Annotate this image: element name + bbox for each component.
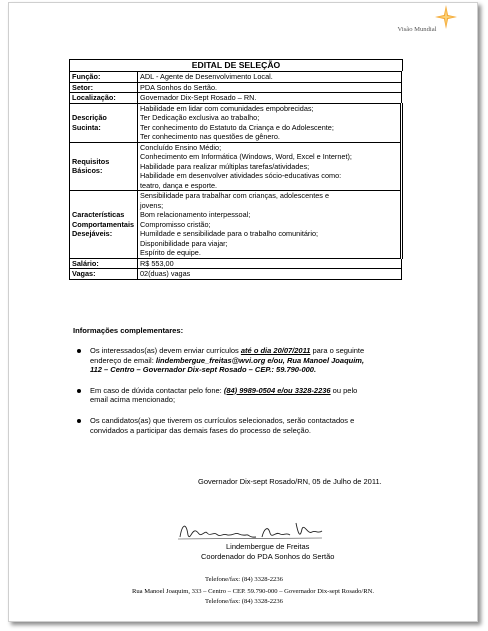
logo-text: Visão Mundial (397, 26, 437, 33)
caracteristicas-line: Espírito de equipe. (140, 248, 201, 257)
caracteristicas-label (70, 191, 138, 259)
signatory-role: Coordenador do PDA Sonhos do Sertão (201, 552, 335, 561)
caracteristicas-line: Compromisso cristão; (140, 219, 211, 229)
requisitos-line: teatro, dança e esporte. (140, 180, 218, 190)
bullet-icon (77, 419, 81, 423)
edital-table (69, 71, 403, 280)
text: para o seguinte (310, 346, 365, 355)
footer-phone: Telefone/fax: (84) 3328-2236 (205, 576, 283, 583)
descricao-label-1: Descrição (72, 113, 107, 122)
list-item (77, 346, 407, 375)
date-line: Governador Dix-sept Rosado/RN, 05 de Julho de 2011. (198, 477, 382, 486)
caracteristicas-line: jovens; (140, 200, 164, 210)
text: ou pelo (330, 385, 358, 395)
caracteristicas-label-3: Desejáveis: (72, 229, 113, 238)
caracteristicas-line: Humildade e sensibilidade para o trabalho comunitário; (140, 229, 319, 238)
requisitos-line: Concluído Ensino Médio; (140, 142, 222, 152)
signatory-name: Lindembergue de Freitas (226, 542, 310, 551)
star-icon (434, 4, 458, 30)
vagas-value: 02(duas) vagas (138, 269, 402, 280)
table-row (70, 269, 402, 280)
requisitos-value (138, 142, 402, 191)
table-row (70, 191, 402, 259)
caracteristicas-line: Disponibilidade para viajar; (140, 238, 228, 248)
caracteristicas-label-1: Características (72, 210, 125, 219)
email-link[interactable]: lindembergue_freitas@wvi.org e/ou, Rua Manoel Joaquim, (155, 355, 365, 365)
descricao-line: Ter conhecimento do Estatuto da Criança e do Adolescente; (140, 122, 334, 132)
funcao-label: Função: (70, 72, 138, 83)
address: 112 – Centro – Governador Dix-sept Rosado – CEP.: 59.790-000. (90, 365, 317, 375)
requisitos-label-2: Básicos: (72, 166, 103, 176)
requisitos-line: Habilidade em desenvolver atividades sócio-educativas como: (140, 171, 342, 180)
text: Em caso de dúvida contactar pelo fone: (90, 385, 224, 395)
footer-address: Rua Manoel Joaquim, 333 – Centro – CEP. 59.790-000 – Governador Dix-sept Rosado/RN. (131, 588, 375, 595)
bullet-line: email acima mencionado; (90, 395, 176, 405)
signature-image (176, 515, 324, 543)
bullet-line (90, 346, 407, 356)
bullet-line: convidados a participar das demais fases do processo de seleção. (90, 425, 311, 435)
table-row (70, 93, 402, 104)
bullet-line (90, 386, 407, 396)
setor-value: PDA Sonhos do Sertão. (138, 82, 402, 93)
list-item (77, 416, 407, 435)
descricao-line: Ter conhecimento nas questões de gênero. (140, 132, 280, 141)
table-row (70, 258, 402, 269)
bullet-line (90, 365, 407, 375)
descricao-line: Habilidade em lidar com comunidades empobrecidas; (140, 103, 314, 113)
requisitos-label-1: Requisitos (72, 156, 110, 166)
localizacao-value: Governador Dix-Sept Rosado – RN. (138, 93, 402, 104)
table-row (70, 103, 402, 142)
descricao-line: Ter Dedicação exclusiva ao trabalho; (140, 113, 260, 122)
caracteristicas-line: Bom relacionamento interpessoal; (140, 210, 251, 219)
footer-phone-2: Telefone/fax: (84) 3328-2236 (205, 598, 283, 605)
requisitos-line: Habilidade para realizar múltiplas tarefas/atividades; (140, 161, 310, 171)
descricao-label (70, 103, 138, 142)
table-row (70, 72, 402, 83)
list-item (77, 386, 407, 405)
info-title: Informações complementares: (73, 326, 184, 335)
bullet-line: Os candidatos(as) que tiverem os currículos selecionados, serão contactados e (90, 415, 355, 425)
descricao-value (138, 103, 402, 142)
requisitos-label (70, 142, 138, 191)
bullet-line (90, 356, 407, 366)
text: endereço de email: (90, 355, 156, 365)
bullet-icon (77, 349, 81, 353)
visao-mundial-logo (388, 6, 464, 40)
table-row (70, 82, 402, 93)
bullet-icon (77, 389, 81, 393)
caracteristicas-line: Sensibilidade para trabalhar com crianças, adolescentes e (140, 191, 330, 200)
info-bullets (77, 346, 407, 446)
descricao-label-2: Sucinta: (72, 122, 101, 132)
salario-value: R$ 553,00 (138, 258, 402, 269)
deadline: até o dia 20/07/2011 (240, 346, 311, 355)
table-row (70, 142, 402, 191)
setor-label: Setor: (70, 82, 138, 93)
localizacao-label: Localização: (70, 93, 138, 104)
requisitos-line: Conhecimento em Informática (Windows, Word, Excel e Internet); (140, 152, 352, 161)
caracteristicas-label-2: Comportamentais (72, 219, 135, 229)
caracteristicas-value (138, 191, 402, 259)
edital-title: EDITAL DE SELEÇÃO (69, 59, 403, 71)
salario-label: Salário: (70, 258, 138, 269)
funcao-value: ADL - Agente de Desenvolvimento Local. (138, 72, 402, 83)
text: Os interessados(as) devem enviar currículos (90, 346, 241, 355)
phones: (84) 9989-0504 e/ou 3328-2236 (223, 385, 331, 395)
vagas-label: Vagas: (70, 269, 138, 280)
